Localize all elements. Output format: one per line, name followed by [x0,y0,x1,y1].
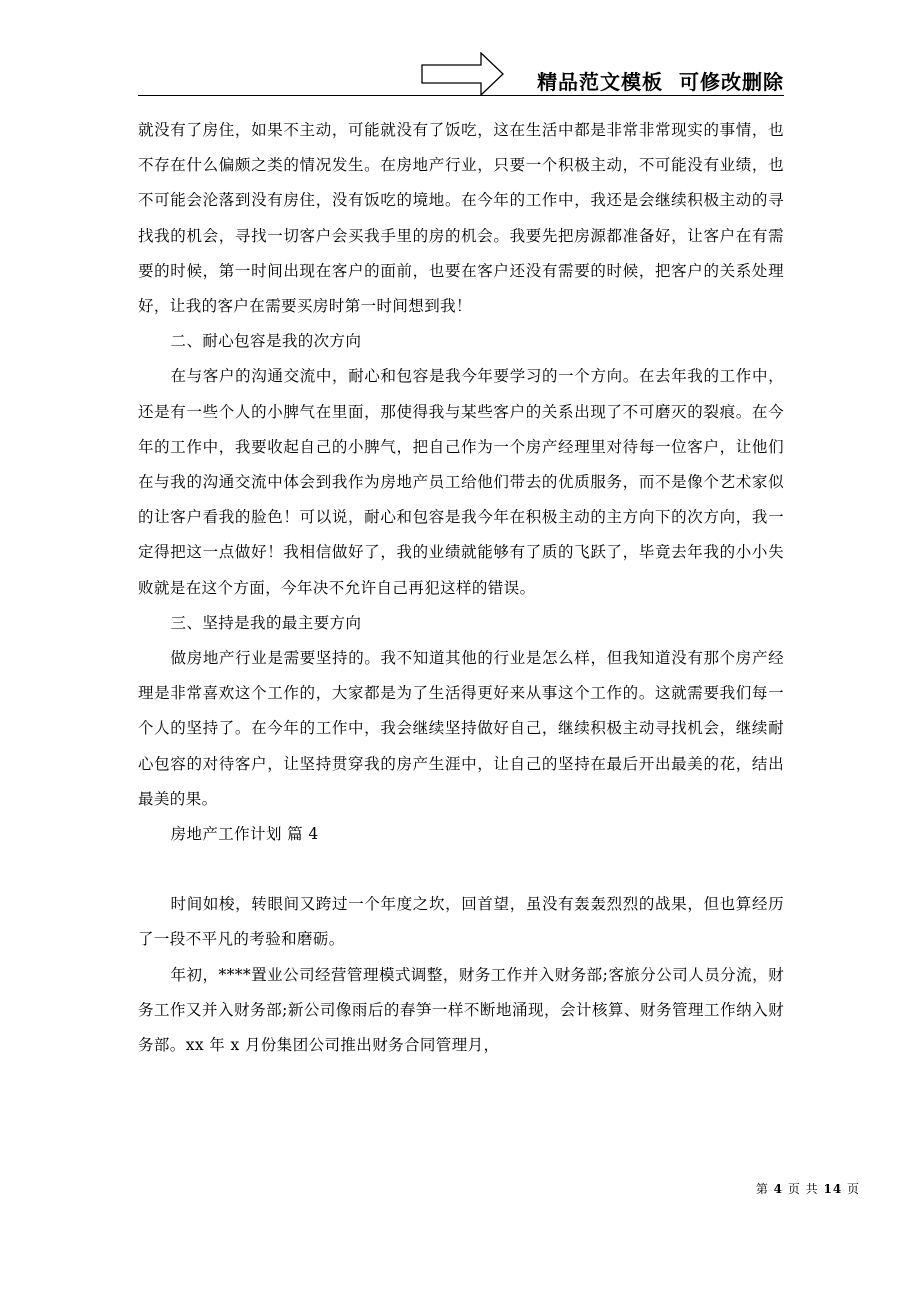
footer-page-number: 4 [773,1182,784,1196]
paragraph-1: 就没有了房住，如果不主动，可能就没有了饭吃，这在生活中都是非常非常现实的事情，也不存在什么偏颇之类的情况发生。在房地产行业，只要一个积极主动，不可能没有业绩，也不可能会沦落到没有房住，没有饭吃的境地。在今年的工作中，我还是会继续积极主动的寻找我的机会，寻找一切客户会买我手里的房的机会。我要先把房源都准备好，让客户在有需要的时候，第一时间出现在客户的面前，也要在客户还没有需要的时候，把客户的关系处理好，让我的客户在需要买房时第一时间想到我！ [138,121,784,316]
paragraph-4: 时间如梭，转眼间又跨过一个年度之坎，回首望，虽没有轰轰烈烈的战果，但也算经历了一段不平凡的考验和磨砺。 [138,895,784,949]
heading-3: 三、坚持是我的最主要方向 [170,613,362,632]
blank-line [138,852,784,887]
paragraph-5: 年初，****置业公司经营管理模式调整，财务工作并入财务部;客旅分公司人员分流，财务工作又并入财务部;新公司像雨后的春笋一样不断地涌现，会计核算、财务管理工作纳入财务部。xx 年 x 月份集团公司推出财务合同管理月， [138,965,784,1055]
right-arrow-outline-icon [421,52,505,96]
paragraph-2: 在与客户的沟通交流中，耐心和包容是我今年要学习的一个方向。在去年我的工作中，还是有一些个人的小脾气在里面，那使得我与某些客户的关系出现了不可磨灭的裂痕。在今年的工作中，我要收起自己的小脾气，把自己作为一个房产经理里对待每一位客户，让他们在与我的沟通交流中体会到我作为房地产员工给他们带去的优质服务，而不是像个艺术家似的让客户看我的脸色！可以说，耐心和包容是我今年在积极主动的主方向下的次方向，我一定得把这一点做好！我相信做好了，我的业绩就能够有了质的飞跃了，毕竟去年我的小小失败就是在这个方面，今年决不允许自己再犯这样的错误。 [138,367,784,597]
page-header [138,52,784,96]
footer-middle: 页 共 [783,1182,824,1196]
document-body [138,113,784,1063]
heading-2: 二、耐心包容是我的次方向 [170,332,362,351]
page-footer [756,1180,860,1197]
paragraph-3: 做房地产行业是需要坚持的。我不知道其他的行业是怎么样，但我知道没有那个房产经理是非常喜欢这个工作的，大家都是为了生活得更好来从事这个工作的。这就需要我们每一个人的坚持了。在今年的工作中，我会继续坚持做好自己，继续积极主动寻找机会，继续耐心包容的对待客户，让坚持贯穿我的房产生涯中，让自己的坚持在最后开出最美的花，结出最美的果。 [138,649,784,808]
footer-prefix: 第 [755,1182,774,1196]
footer-suffix: 页 [842,1182,860,1196]
footer-total-pages: 14 [823,1182,843,1196]
header-title: 精品范文模板 可修改删除 [537,70,784,94]
header-rule [138,95,784,96]
section-title: 房地产工作计划 篇 4 [170,825,319,844]
